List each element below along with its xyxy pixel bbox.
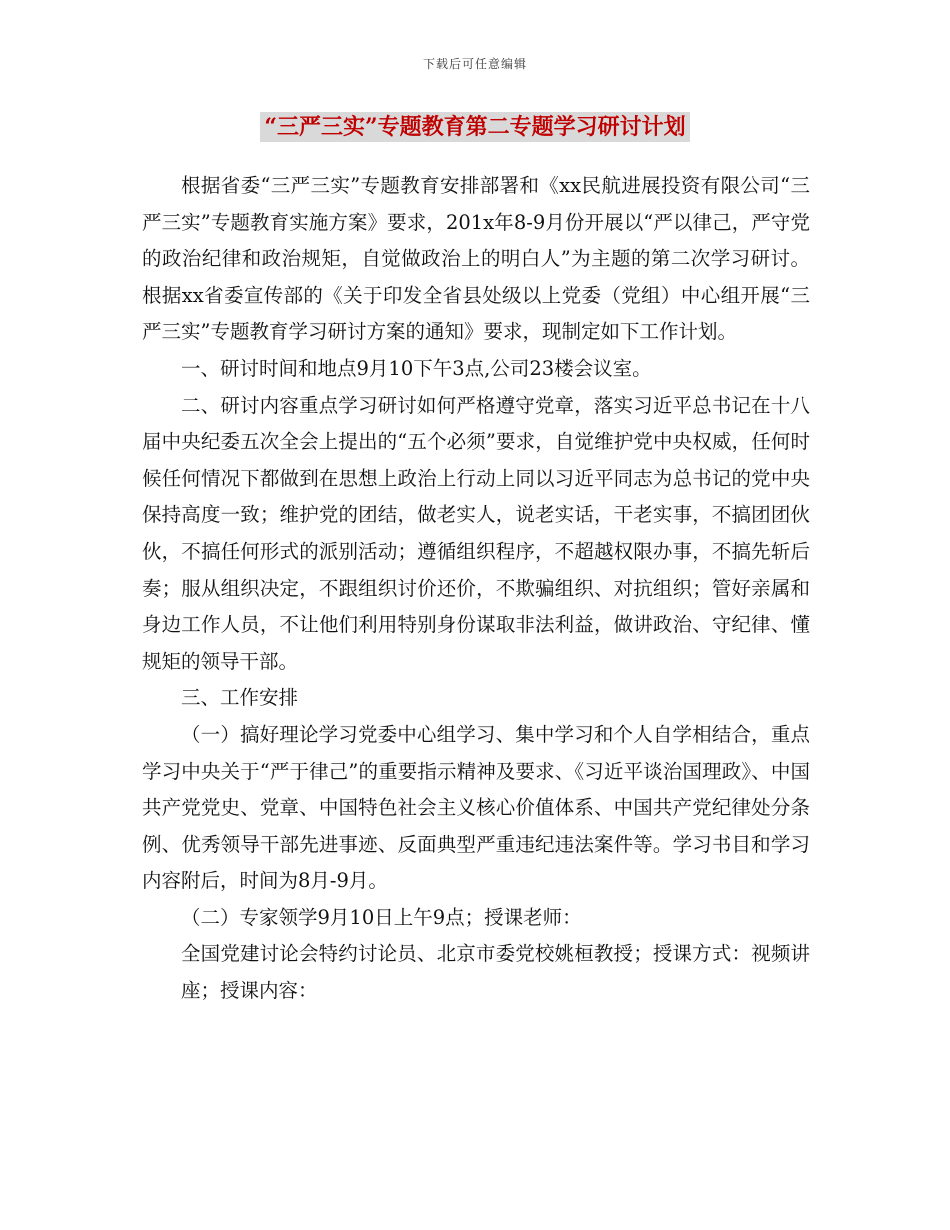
paragraph-work-arrangement: 三、工作安排: [181, 686, 299, 710]
paragraph-theory-study: （一）搞好理论学习党委中心组学习、集中学习和个人自学相结合，重点学习中央关于“严于律己”的重要指示精神及要求、《习近平谈治国理政》、中国共产党党史、党章、中国特色社会主义核心价值体系、中国共产党纪律处分条例、优秀领导干部先进事迹、反面典型严重违纪违法案件等。学习书目和学习内容附后，时间为8月-9月。: [142, 722, 810, 893]
header-note: 下载后可任意编辑: [422, 57, 527, 71]
paragraph-time-place: 一、研讨时间和地点9月10下午3点,公司23楼会议室。: [181, 356, 652, 380]
document-title: “三严三实”专题教育第二专题学习研讨计划: [260, 112, 689, 142]
paragraph-expert-lecture: （二）专家领学9月10日上午9点；授课老师：: [181, 905, 582, 929]
paragraph-lecturer-info: 全国党建讨论会特约讨论员、北京市委党校姚桓教授；授课方式：视频讲座；授课内容：: [181, 942, 810, 1003]
title-container: [0, 112, 950, 142]
paragraph-content: 二、研讨内容重点学习研讨如何严格遵守党章，落实习近平总书记在十八届中央纪委五次全会上提出的“五个必须”要求，自觉维护党中央权威，任何时候任何情况下都做到在思想上政治上行动上同以习近平同志为总书记的党中央保持高度一致；维护党的团结，做老实人，说老实话，干老实事，不搞团团伙伙，不搞任何形式的派别活动；遵循组织程序，不超越权限办事，不搞先斩后奏；服从组织决定，不跟组织讨价还价，不欺骗组织、对抗组织；管好亲属和身边工作人员，不让他们利用特别身份谋取非法利益，做讲政治、守纪律、懂规矩的领导干部。: [142, 393, 810, 673]
paragraph-intro: 根据省委“三严三实”专题教育安排部署和《xx民航进展投资有限公司“三严三实”专题教育实施方案》要求，201x年8-9月份开展以“严以律己，严守党的政治纪律和政治规矩，自觉做政治上的明白人”为主题的第二次学习研讨。根据xx省委宣传部的《关于印发全省县处级以上党委（党组）中心组开展“三严三实”专题教育学习研讨方案的通知》要求，现制定如下工作计划。: [142, 174, 810, 344]
document-body: [142, 168, 810, 1010]
